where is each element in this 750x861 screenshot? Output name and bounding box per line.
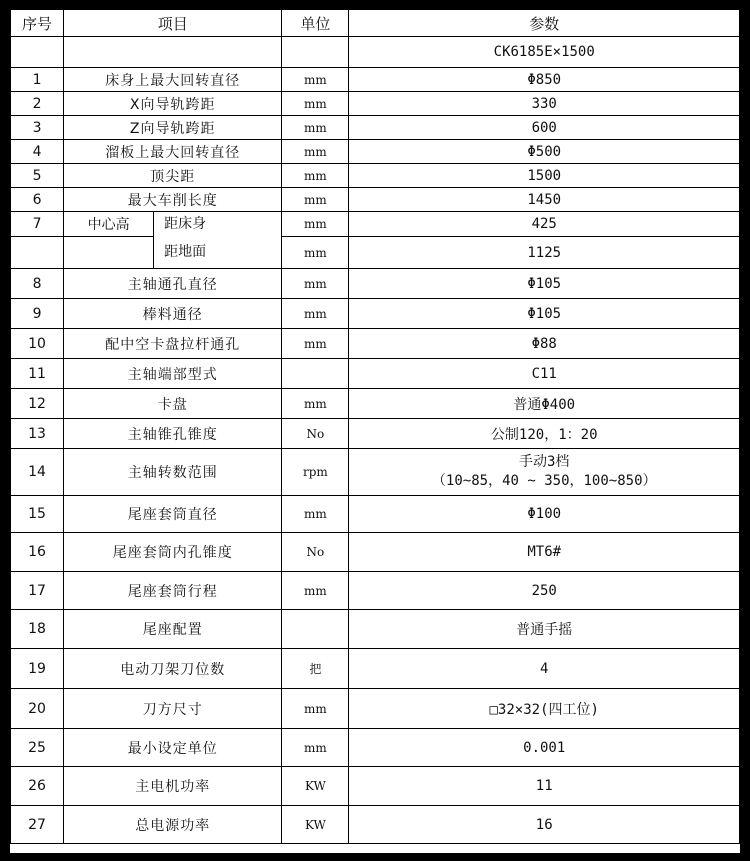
row-item: 卡盘 (64, 389, 282, 419)
row-unit: No (282, 533, 349, 572)
table-row (11, 649, 740, 689)
row-item: 尾座配置 (64, 610, 282, 649)
table-row-center-height-2 (11, 237, 740, 269)
row-value: 手动3档 (519, 454, 570, 470)
center-value2: 1125 (349, 237, 740, 269)
row-no: 8 (11, 269, 64, 299)
table-row (11, 389, 740, 419)
row-no: 19 (11, 649, 64, 689)
row-unit: mm (282, 299, 349, 329)
table-row (11, 92, 740, 116)
row-item: 尾座套筒行程 (64, 572, 282, 610)
row-value: 0.001 (349, 729, 740, 767)
table-row-center-height (11, 212, 740, 237)
row-no: 18 (11, 610, 64, 649)
row-item: Z向导轨跨距 (64, 116, 282, 140)
row-no: 14 (11, 449, 64, 496)
row-value: MT6# (349, 533, 740, 572)
row-value: Φ850 (349, 68, 740, 92)
row-no: 16 (11, 533, 64, 572)
table-row (11, 610, 740, 649)
row-value: 公制120，1：20 (349, 419, 740, 449)
row-no: 1 (11, 68, 64, 92)
row-no: 17 (11, 572, 64, 610)
table-row (11, 68, 740, 92)
row-item: X向导轨跨距 (64, 92, 282, 116)
table-row (11, 572, 740, 610)
table-row (11, 689, 740, 729)
row-item: 主轴转数范围 (64, 449, 282, 496)
header-unit: 单位 (282, 10, 349, 37)
table-row (11, 140, 740, 164)
row-no: 4 (11, 140, 64, 164)
row-value: 250 (349, 572, 740, 610)
table-row (11, 299, 740, 329)
row-unit: mm (282, 140, 349, 164)
table-row (11, 359, 740, 389)
row-no: 11 (11, 359, 64, 389)
row-no: 20 (11, 689, 64, 729)
row-no: 26 (11, 767, 64, 806)
table-row (11, 767, 740, 806)
row-value: Φ100 (349, 496, 740, 533)
header-param: 参数 (349, 10, 740, 37)
row-value: 普通手摇 (349, 610, 740, 649)
table-row (11, 269, 740, 299)
center-sub2: 距地面 (164, 244, 207, 260)
row-no: 9 (11, 299, 64, 329)
center-value1: 425 (349, 212, 740, 237)
row-item: 尾座套筒直径 (64, 496, 282, 533)
row-item: 床身上最大回转直径 (64, 68, 282, 92)
row-unit: mm (282, 689, 349, 729)
row-unit: mm (282, 269, 349, 299)
row-unit: mm (282, 164, 349, 188)
table-row (11, 188, 740, 212)
table-row (11, 116, 740, 140)
row-no: 6 (11, 188, 64, 212)
table-row (11, 729, 740, 767)
row-no: 10 (11, 329, 64, 359)
row-value: 11 (349, 767, 740, 806)
row-unit: mm (282, 729, 349, 767)
center-unit1: mm (282, 212, 349, 237)
row-unit: mm (282, 572, 349, 610)
row-value: C11 (349, 359, 740, 389)
row-unit (282, 359, 349, 389)
row-no: 25 (11, 729, 64, 767)
row-unit: mm (282, 116, 349, 140)
row-no: 27 (11, 806, 64, 844)
row-item: 电动刀架刀位数 (64, 649, 282, 689)
row-unit: mm (282, 389, 349, 419)
row-no: 13 (11, 419, 64, 449)
row-item: 溜板上最大回转直径 (64, 140, 282, 164)
row-unit: mm (282, 329, 349, 359)
row-no: 12 (11, 389, 64, 419)
row-unit: mm (282, 496, 349, 533)
row-unit: KW (282, 767, 349, 806)
row-value: 1450 (349, 188, 740, 212)
row-item: 主轴端部型式 (64, 359, 282, 389)
row-value: Φ105 (349, 299, 740, 329)
row-value: 16 (349, 806, 740, 844)
header-row (11, 10, 740, 37)
center-sub1: 距床身 (164, 216, 207, 232)
row-item: 刀方尺寸 (64, 689, 282, 729)
row-unit: mm (282, 68, 349, 92)
row-unit (282, 610, 349, 649)
center-height-label: 中心高 (64, 212, 154, 237)
row-item: 顶尖距 (64, 164, 282, 188)
row-value-range: （10~85，40 ~ 350，100~850） (431, 473, 657, 489)
row-unit: KW (282, 806, 349, 844)
row-no: 3 (11, 116, 64, 140)
row-value: Φ500 (349, 140, 740, 164)
row-item: 主轴锥孔锥度 (64, 419, 282, 449)
model-value: CK6185E×1500 (349, 37, 740, 68)
row-unit: No (282, 419, 349, 449)
spec-table (10, 9, 740, 844)
row-value: Φ105 (349, 269, 740, 299)
row-no: 7 (11, 212, 64, 237)
row-value: Φ88 (349, 329, 740, 359)
table-row (11, 449, 740, 496)
row-unit: mm (282, 188, 349, 212)
row-no: 5 (11, 164, 64, 188)
row-value: □32×32(四工位) (349, 689, 740, 729)
row-item: 棒料通径 (64, 299, 282, 329)
row-item: 总电源功率 (64, 806, 282, 844)
row-unit: mm (282, 92, 349, 116)
table-row (11, 533, 740, 572)
row-item: 最小设定单位 (64, 729, 282, 767)
table-row (11, 806, 740, 844)
header-item: 项目 (64, 10, 282, 37)
row-unit: 把 (282, 649, 349, 689)
table-row (11, 329, 740, 359)
row-item: 最大车削长度 (64, 188, 282, 212)
model-row (11, 37, 740, 68)
table-row (11, 164, 740, 188)
row-no: 15 (11, 496, 64, 533)
row-value: 1500 (349, 164, 740, 188)
spec-sheet (10, 9, 740, 853)
row-item: 主轴通孔直径 (64, 269, 282, 299)
row-value: 330 (349, 92, 740, 116)
row-unit: rpm (282, 449, 349, 496)
row-no: 2 (11, 92, 64, 116)
table-row (11, 419, 740, 449)
header-no: 序号 (11, 10, 64, 37)
row-item: 尾座套筒内孔锥度 (64, 533, 282, 572)
center-unit2: mm (282, 237, 349, 269)
row-value: 600 (349, 116, 740, 140)
row-item: 配中空卡盘拉杆通孔 (64, 329, 282, 359)
row-value: 普通Φ400 (349, 389, 740, 419)
row-value: 4 (349, 649, 740, 689)
row-item: 主电机功率 (64, 767, 282, 806)
table-row (11, 496, 740, 533)
